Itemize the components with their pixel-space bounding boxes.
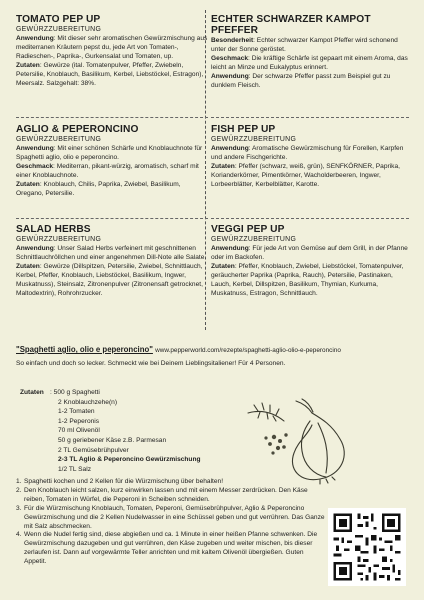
card-usage: Anwendung: Mit dieser sehr aromatischen Gewürzmischung aus mediterranen Kräutern pepst du, jede Art von Tomaten-, Radieschen-, Paprika-, Gurkensalat und Tomaten, up. [16,35,208,60]
card-taste: Geschmack: Die kräftige Schärfe ist gepaart mit einem Aroma, das leicht an Minze und Eukalyptus erinnert. [211,55,408,71]
card-salad-herbs [16,224,208,298]
card-usage: Anwendung: Für jede Art von Gemüse auf dem Grill, in der Pfanne oder im Backofen. [211,245,408,261]
ingredient-item: : 500 g Spaghetti [50,389,100,396]
ingredients-label: Zutaten [20,389,44,396]
recipe-section [16,344,411,369]
card-title: TOMATO PEP UP [16,14,101,25]
card-subtitle: GEWÜRZZUBEREITUNG [16,26,102,33]
card-kampot-pepper [211,14,409,90]
card-subtitle: GEWÜRZZUBEREITUNG [211,136,297,143]
card-subtitle: GEWÜRZZUBEREITUNG [211,236,297,243]
card-title: FISH PEP UP [211,124,276,135]
ingredient-item: 70 ml Olivenöl [58,427,100,435]
card-ingredients: Zutaten: Gewürze (ital. Tomatenpulver, Pfeffer, Zwiebeln, Petersilie, Knoblauch, Basilikum, Kerbel, Liebstöckel, Estragon), Meersalz. Salzgehalt: 38%. [16,62,204,87]
card-aglio-peperoncino [16,124,208,198]
recipe-step: 1. Spaghetti kochen und 2 Kellen für die Würzmischung über behalten! [16,478,224,485]
qr-code[interactable] [328,508,406,586]
card-taste: Geschmack: Mediterran, pikant-würzig, aromatisch, scharf mit einer Knoblauchnote. [16,163,199,179]
ingredient-item: 2 TL Gemüsebrühpulver [58,446,129,454]
ingredient-item: 2-3 TL Aglio & Peperoncino Gewürzmischung [58,456,201,464]
card-usage: Anwendung: Mit einer schönen Schärfe und Knoblauchnote für Spaghetti aglio, olio e peperoncino. [16,145,203,161]
recipe-step: 2. Den Knoblauch leicht salzen, kurz einwirken lassen und mit einem Messer zerdrücken. Den Käse reiben, Tomaten in Würfel, die Peperoni in Scheiben schneiden. [16,486,308,503]
recipe-heading [16,344,411,356]
recipe-step: 4. Wenn die Nudel fertig sind, diese abgießen und ca. 1 Minute in einer heißen Pfanne schwenken. Die Gewürzmischung dazugeben und gut verrühren, den Käse zugeben und weiter mischen, bis dieser zerlaufen ist. Dann auf vorgewärmte Teller anrichten und mit kaltem Olivenöl übergießen. Guten Appetit. [16,531,318,566]
recipe-steps [16,478,326,567]
card-ingredients: Zutaten: Gewürze (Dillspitzen, Petersilie, Zwiebel, Schnittlauch, Kerbel, Pfeffer, Knoblauch, Liebstöckel, Basilikum, Ingwer, Muskatnuss), Steinsalz, Zitronenpulver (Zitronensaft getrocknet, Maltodextrin), Rohrohrzucker. [16,263,203,297]
recipe-step: 3. Für die Würzmischung Knoblauch, Tomaten, Peperoni, Gemüsebrühpulver, Aglio & Peperoncino Gewürzmischung und die 2 Kellen Nudelwasser in eine Schüssel geben und gut verrühren. Das Ganze mit Salz abschmecken. [16,504,325,530]
card-feature: Besonderheit: Echter schwarzer Kampot Pfeffer wird schonend unter der Sonne geröstet. [211,37,398,53]
card-fish-pep-up [211,124,409,189]
divider [211,117,409,118]
recipe-intro: So einfach und doch so lecker. Schmeckt wie bei Deinem Lieblingsitaliener! Für 4 Personen. [16,360,286,367]
recipe-url: www.pepperworld.com/rezepte/spaghetti-aglio-olio-e-peperoncino [155,347,341,354]
card-ingredients: Zutaten: Knoblauch, Chilis, Paprika, Zwiebel, Basilikum, Oregano, Petersilie. [16,181,181,197]
divider [16,218,208,219]
recipe-title: "Spaghetti aglio, olio e peperoncino" [16,345,153,354]
divider [16,117,208,118]
card-veggi-pep-up [211,224,409,298]
card-ingredients: Zutaten: Pfeffer (schwarz, weiß, grün), SENFKÖRNER, Paprika, Korianderkörner, Pimentkörner, Wacholderbeeren, Ingwer, Lorbeerblätter, Kerbelblätter, Karotte. [211,163,400,188]
garlic-illustration [240,395,360,485]
card-title: ECHTER SCHWARZER KAMPOT PFEFFER [211,14,371,36]
card-ingredients: Zutaten: Pfeffer, Knoblauch, Zwiebel, Liebstöckel, Tomatenpulver, geräucherter Paprika (Paprika, Rauch), Petersilie, Pastinaken, Lauch, Kerbel, Dillspitzen, Basilikum, Thymian, Kurkuma, Muskatnuss, Estragon, Schnittlauch. [211,263,404,297]
card-title: VEGGI PEP UP [211,224,285,235]
card-usage: Anwendung: Aromatische Gewürzmischung für Forellen, Karpfen und andere Fischgerichte. [211,145,404,161]
card-tomato-pep-up [16,14,208,88]
divider [211,218,409,219]
ingredient-item: 1-2 Peperonis [58,417,100,425]
card-title: SALAD HERBS [16,224,91,235]
card-title: AGLIO & PEPERONCINO [16,124,139,135]
ingredient-item: 2 Knoblauchzehe(n) [58,398,118,406]
ingredient-item: 50 g geriebener Käse z.B. Parmesan [58,436,167,444]
card-usage: Anwendung: Unser Salad Herbs verfeinert mit geschnittenen Schnittlauchröllchen und einer angenehmen Dill-Note alle Salate. [16,245,207,261]
ingredient-item: 1/2 TL Salz [58,465,91,473]
card-subtitle: GEWÜRZZUBEREITUNG [16,136,102,143]
ingredient-item: 1-2 Tomaten [58,408,95,416]
card-usage: Anwendung: Der schwarze Pfeffer passt zum Beispiel gut zu dunklem Fleisch. [211,73,391,89]
card-subtitle: GEWÜRZZUBEREITUNG [16,236,102,243]
